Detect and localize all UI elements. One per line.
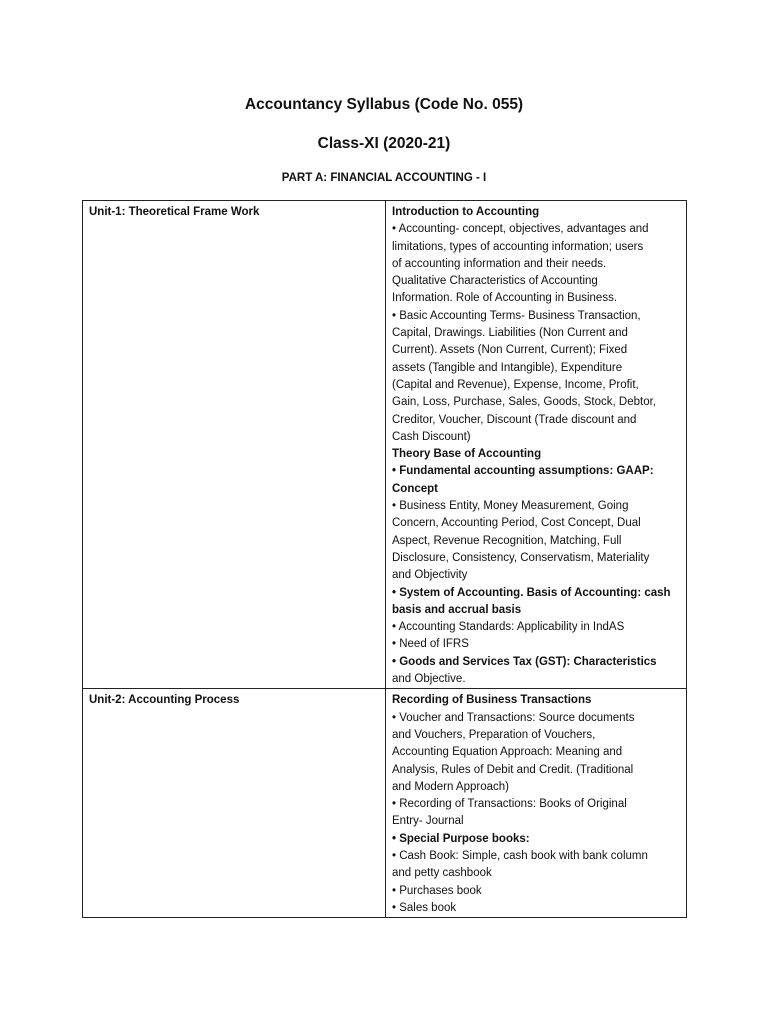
content-line: • System of Accounting. Basis of Accounting: cash	[392, 586, 671, 599]
content-line: basis and accrual basis	[392, 603, 522, 616]
content-line: Concern, Accounting Period, Cost Concept, Dual	[392, 517, 641, 530]
content-line: assets (Tangible and Intangible), Expenditure	[392, 361, 623, 374]
content-line: Aspect, Revenue Recognition, Matching, Full	[392, 534, 622, 547]
table-row	[83, 201, 687, 689]
content-line: Capital, Drawings. Liabilities (Non Current and	[392, 327, 628, 340]
content-line: • Accounting Standards: Applicability in IndAS	[392, 621, 625, 634]
content-line: • Basic Accounting Terms- Business Transaction,	[392, 309, 641, 322]
content-line: limitations, types of accounting information; users	[392, 240, 644, 253]
table-row	[83, 689, 687, 918]
unit-name-cell: Unit-2: Accounting Process	[83, 689, 386, 918]
content-line: Disclosure, Consistency, Conservatism, Materiality	[392, 551, 650, 564]
content-line: Entry- Journal	[392, 815, 464, 828]
part-heading: PART A: FINANCIAL ACCOUNTING - I	[281, 172, 487, 184]
unit-content-cell	[386, 201, 687, 689]
section-heading: Recording of Business Transactions	[392, 694, 592, 707]
content-line: • Business Entity, Money Measurement, Going	[392, 500, 629, 513]
content-line: • Voucher and Transactions: Source documents	[392, 711, 635, 724]
content-line: • Goods and Services Tax (GST): Characteristics	[392, 655, 657, 668]
content-line: of accounting information and their needs.	[392, 257, 607, 270]
content-line: and Modern Approach)	[392, 780, 509, 793]
content-line: • Purchases book	[392, 884, 482, 897]
unit-content-cell	[386, 689, 687, 918]
content-line: and Objective.	[392, 673, 466, 686]
content-line: Concept	[392, 482, 438, 495]
content-line: Gain, Loss, Purchase, Sales, Goods, Stock, Debtor,	[392, 396, 656, 409]
content-line: Cash Discount)	[392, 430, 471, 443]
content-line: Accounting Equation Approach: Meaning and	[392, 746, 623, 759]
content-line: and Vouchers, Preparation of Vouchers,	[392, 728, 596, 741]
section-heading: Theory Base of Accounting	[392, 448, 542, 461]
content-line: • Cash Book: Simple, cash book with bank column	[392, 849, 648, 862]
content-line: Current). Assets (Non Current, Current); Fixed	[392, 344, 628, 357]
content-line: • Accounting- concept, objectives, advantages and	[392, 223, 649, 236]
content-line: and petty cashbook	[392, 867, 492, 880]
section-heading: Introduction to Accounting	[392, 206, 540, 218]
content-line: • Fundamental accounting assumptions: GAAP:	[392, 465, 654, 478]
content-line: Qualitative Characteristics of Accounting	[392, 275, 598, 288]
class-subtitle: Class-XI (2020-21)	[317, 135, 451, 152]
content-line: • Sales book	[392, 901, 457, 914]
content-line: • Need of IFRS	[392, 638, 469, 651]
unit-name-cell: Unit-1: Theoretical Frame Work	[83, 201, 386, 689]
content-line: and Objectivity	[392, 569, 468, 582]
content-line: Information. Role of Accounting in Business.	[392, 292, 618, 305]
document-title: Accountancy Syllabus (Code No. 055)	[244, 96, 524, 113]
content-line: (Capital and Revenue), Expense, Income, Profit,	[392, 378, 639, 391]
content-line: Analysis, Rules of Debit and Credit. (Traditional	[392, 763, 634, 776]
content-line: • Special Purpose books:	[392, 832, 530, 845]
content-line: • Recording of Transactions: Books of Original	[392, 798, 627, 811]
syllabus-table	[82, 200, 687, 918]
content-line: Creditor, Voucher, Discount (Trade discount and	[392, 413, 637, 426]
